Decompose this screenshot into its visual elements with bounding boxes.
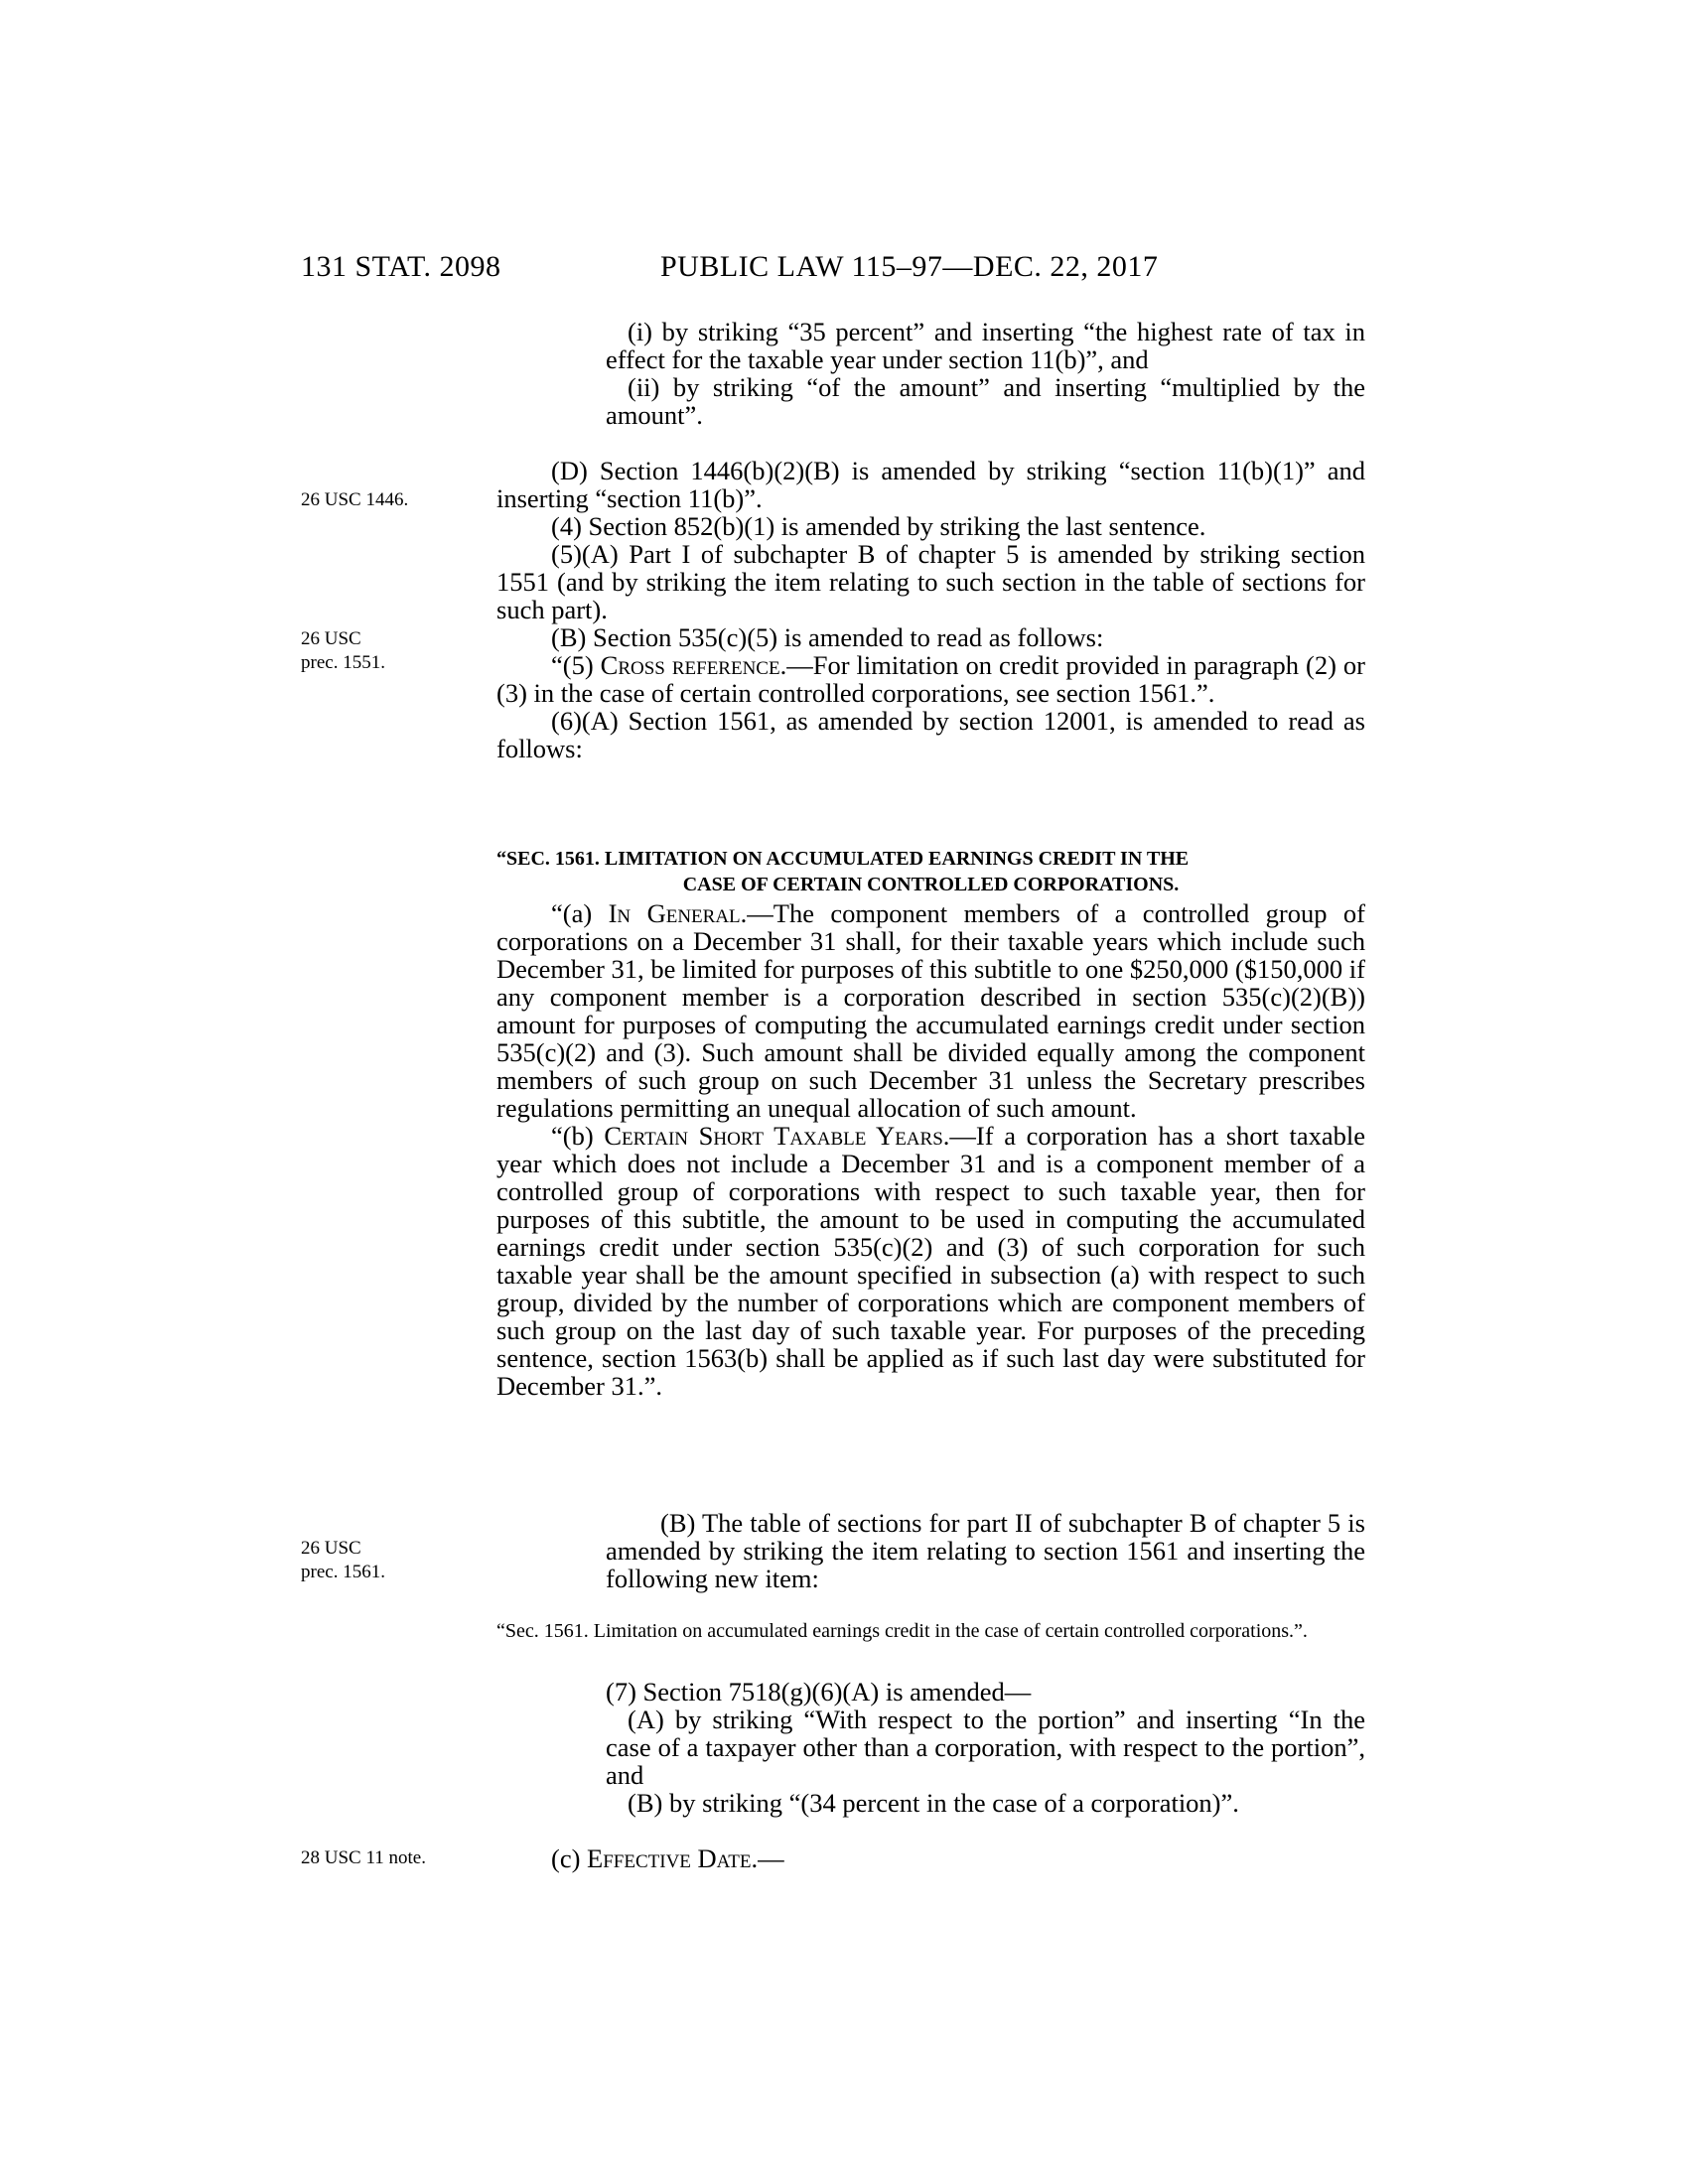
effective-date-tail: .— [751, 1843, 784, 1873]
subpara-d: (D) Section 1446(b)(2)(B) is amended by striking “section 11(b)(1)” and inserting “section 11(b)”. [496, 456, 1365, 513]
clause-i: (i) by striking “35 percent” and inserting “the highest rate of tax in effect for the taxable year under section 11(b)”, and [606, 317, 1365, 374]
cross-reference [496, 651, 1365, 707]
para-6b-block [606, 1509, 1365, 1592]
section-1561-heading [496, 846, 1365, 897]
para-5b: (B) Section 535(c)(5) is amended to read as follows: [551, 622, 1104, 652]
para-6b: (B) The table of sections for part II of subchapter B of chapter 5 is amended by striking the item relating to section 1561 and inserting the following new item: [606, 1508, 1365, 1593]
para-5a: (5)(A) Part I of subchapter B of chapter 5 is amended by striking section 1551 (and by striking the item relating to such section in the table of sections for such part). [496, 539, 1365, 624]
effective-date-line [551, 1844, 1365, 1872]
subsection-b [496, 1122, 1365, 1400]
margin-note-line: 26 USC [301, 628, 361, 649]
cross-reference-heading: Cross reference [600, 650, 780, 680]
subsection-a [496, 899, 1365, 1122]
subsection-b-body: .—If a corporation has a short taxable year which does not include a December 31 and is a component member of a controlled group of corporations with respect to such taxable year, then for purposes of this subtitle, the amount to be used in computing the accumulated earnings credit under section 535(c)(2) and (3) of such corporation for such taxable year shall be the amount specified in subsection (a) with respect to such group, divided by the number of corporations which are component members of such group on the last day of such taxable year. For purposes of the preceding sentence, section 1563(b) shall be applied as if such last day were substituted for December 31.”. [496, 1121, 1365, 1401]
clauses-i-ii [606, 318, 1365, 429]
cross-reference-body: .—For limitation on credit provided in paragraph (2) or (3) in the case of certain controlled corporations, see section 1561.”. [496, 650, 1365, 708]
para-6a: (6)(A) Section 1561, as amended by section 12001, is amended to read as follows: [496, 706, 1365, 763]
subsection-a-heading: In General [608, 898, 741, 928]
subsection-a-lead: “(a) [551, 898, 609, 928]
para-7-intro: (7) Section 7518(g)(6)(A) is amended— [606, 1677, 1032, 1706]
subsection-a-body: .—The component members of a controlled group of corporations on a December 31 shall, for their taxable years which include such December 31, be limited for purposes of this subtitle to one $250,000 ($150,000 if any component member is a corporation described in section 535(c)(2)(B)) amount for purposes of computing the accumulated earnings credit under section 535(c)(2) and (3). Such amount shall be divided equally among the component members of such group on such December 31 unless the Secretary prescribes regulations permitting an unequal allocation of such amount. [496, 898, 1365, 1123]
amendments-d-to-6a [496, 457, 1365, 762]
effective-date-heading: Effective Date [587, 1843, 752, 1873]
running-head-title: PUBLIC LAW 115–97—DEC. 22, 2017 [660, 250, 1159, 283]
para-4: (4) Section 852(b)(1) is amended by striking the last sentence. [551, 511, 1206, 541]
para-7a: (A) by striking “With respect to the portion” and inserting “In the case of a taxpayer other than a corporation, with respect to the portion”, and [606, 1705, 1365, 1790]
margin-note-line: 26 USC [301, 1538, 361, 1559]
margin-note-prec1561 [301, 1537, 385, 1584]
subsection-b-lead: “(b) [551, 1121, 605, 1151]
clause-ii: (ii) by striking “of the amount” and inserting “multiplied by the amount”. [606, 372, 1365, 430]
section-heading-line2: CASE OF CERTAIN CONTROLLED CORPORATIONS. [682, 874, 1180, 895]
margin-note-line: prec. 1561. [301, 1562, 385, 1582]
stat-page-number: 131 STAT. 2098 [301, 250, 501, 283]
cross-reference-lead: “(5) [551, 650, 601, 680]
margin-note-1446: 26 USC 1446. [301, 489, 409, 510]
para-7b: (B) by striking “(34 percent in the case of a corporation)”. [628, 1788, 1239, 1818]
para-7-block [606, 1678, 1365, 1817]
subsection-b-heading: Certain Short Taxable Years [604, 1121, 943, 1151]
section-1561-body [496, 899, 1365, 1400]
effective-date [551, 1844, 1365, 1872]
margin-note-prec1551 [301, 627, 385, 675]
margin-note-line: prec. 1551. [301, 652, 385, 673]
section-heading-line1: “SEC. 1561. LIMITATION ON ACCUMULATED EARNINGS CREDIT IN THE [496, 848, 1190, 870]
table-of-sections-item: “Sec. 1561. Limitation on accumulated earnings credit in the case of certain controlled corporations.”. [496, 1620, 1308, 1642]
effective-date-lead: (c) [551, 1843, 588, 1873]
margin-note-28usc: 28 USC 11 note. [301, 1847, 426, 1868]
